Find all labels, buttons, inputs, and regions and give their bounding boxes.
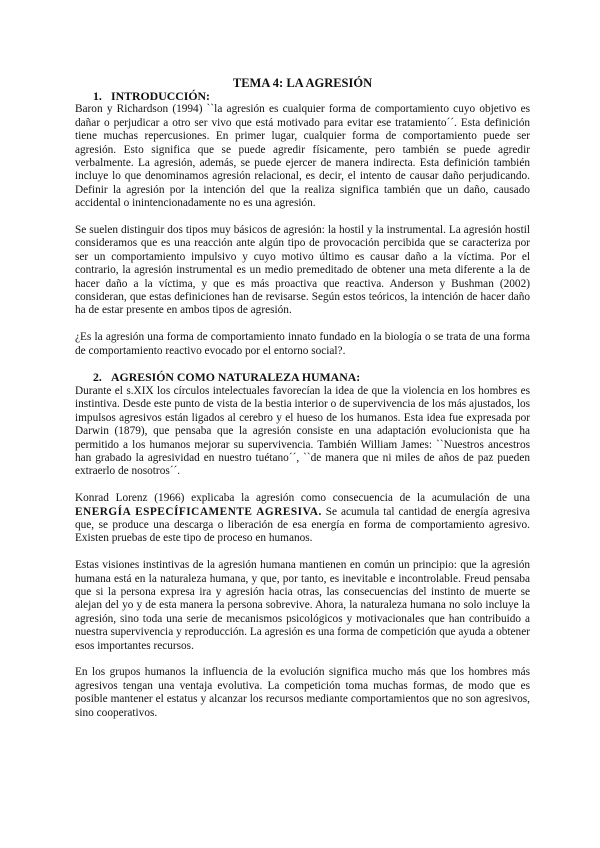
section-number: 2. (93, 370, 102, 385)
paragraph-definicion: Baron y Richardson (1994) ``la agresión es cualquier forma de comportamiento cuyo objetivo es dañar o perjudicar a otro ser vivo que está motivado para evitar ese tratamiento´´. Esta definición tiene muchas repercusiones. En primer lugar, cualquier forma de comportamiento puede ser agresión. Esto significa que se puede agredir físicamente, pero también se puede agredir verbalmente. La agresión, además, se puede ejercer de manera indirecta. Esta definición también incluye lo que denominamos agresión relacional, es decir, el intento de causar daño perjudicando. Definir la agresión por la intención del que la realiza significa también que un daño, causado accidental o inintencionadamente no es una agresión. (75, 103, 530, 210)
paragraph-gap (75, 211, 530, 224)
section-heading-introduccion (93, 90, 530, 103)
paragraph-grupos-humanos: En los grupos humanos la influencia de la evolución significa mucho más que los hombres más agresivos tengan una ventaja evolutiva. La competición toma muchas formas, de modo que es posible mantener el estatus y alcanzar los recursos mediante comportamientos que no son agresivos, sino cooperativos. (75, 666, 530, 719)
section-heading-text: INTRODUCCIÓN: (111, 89, 210, 103)
paragraph-visiones-instintivas: Estas visiones instintivas de la agresión humana mantienen en común un principio: que la agresión humana está en la naturaleza humana, y que, por tanto, es inevitable e incontrolable. Freud pensaba que si la persona expresa ira y agresión hacia otras, las consecuencias del instinto de muerte se alejan del yo y de esta manera la persona sobrevive. Ahora, la naturaleza humana no solo incluye la agresión, sino toda una serie de mecanismos psicológicos y motivacionales que han contribuido a nuestra supervivencia y reproducción. La agresión es una forma de competición que ayuda a obtener esos importantes recursos. (75, 559, 530, 652)
paragraph-lorenz (75, 492, 530, 546)
paragraph-gap (75, 479, 530, 492)
section-heading-text: AGRESIÓN COMO NATURALEZA HUMANA: (111, 370, 361, 385)
section-number: 1. (93, 89, 102, 103)
paragraph-gap (75, 546, 530, 559)
lorenz-text-before: Konrad Lorenz (1966) explicaba la agresión como consecuencia de la acumulación de una (75, 492, 530, 505)
lorenz-text-after: Se acumula tal cantidad de energía agresiva que, se produce una descarga o liberación de esa energía en forma de comportamiento agresivo. Existen pruebas de este tipo de proceso en humanos. (75, 505, 530, 545)
paragraph-tipos-agresion: Se suelen distinguir dos tipos muy básicos de agresión: la hostil y la instrumental. La agresión hostil consideramos que es una reacción ante algún tipo de provocación percibida que se caracteriza por ser un comportamiento impulsivo y cuyo motivo último es causar daño a la víctima. Por el contrario, la agresión instrumental es un medio premeditado de obtener una meta diferente a la de hacer daño a la víctima, y que es más proactiva que reactiva. Anderson y Bushman (2002) consideran, que estas definiciones han de revisarse. Según estos teóricos, la intención de hacer daño ha de estar presente en ambos tipos de agresión. (75, 224, 530, 317)
paragraph-pregunta: ¿Es la agresión una forma de comportamiento innato fundado en la biología o se trata de una forma de comportamiento reactivo evocado por el entorno social?. (75, 331, 530, 357)
document-title: TEMA 4: LA AGRESIÓN (232, 76, 373, 90)
paragraph-siglo-xix: Durante el s.XIX los círculos intelectuales favorecían la idea de que la violencia en los hombres es instintiva. Desde este punto de vista de la bestia interior o de supervivencia de los más ajustados, los impulsos agresivos están ligados al cerebro y el hueso de los humanos. Esta idea fue expresada por Darwin (1879), que pensaba que la agresión consiste en una adaptación evolucionista que ha permitido a los humanos mejorar su supervivencia. También William James: ``Nuestros ancestros han grabado la agresividad en nuestro tuétano´´, ``de manera que ni miles de años de paz pueden extraerlo de nosotros´´. (75, 384, 530, 478)
paragraph-gap (75, 653, 530, 666)
paragraph-gap (75, 318, 530, 331)
paragraph-gap (75, 358, 530, 371)
section-heading-naturaleza-humana (93, 371, 530, 384)
lorenz-emphasis: ENERGÍA ESPECÍFICAMENTE AGRESIVA. (75, 505, 322, 518)
